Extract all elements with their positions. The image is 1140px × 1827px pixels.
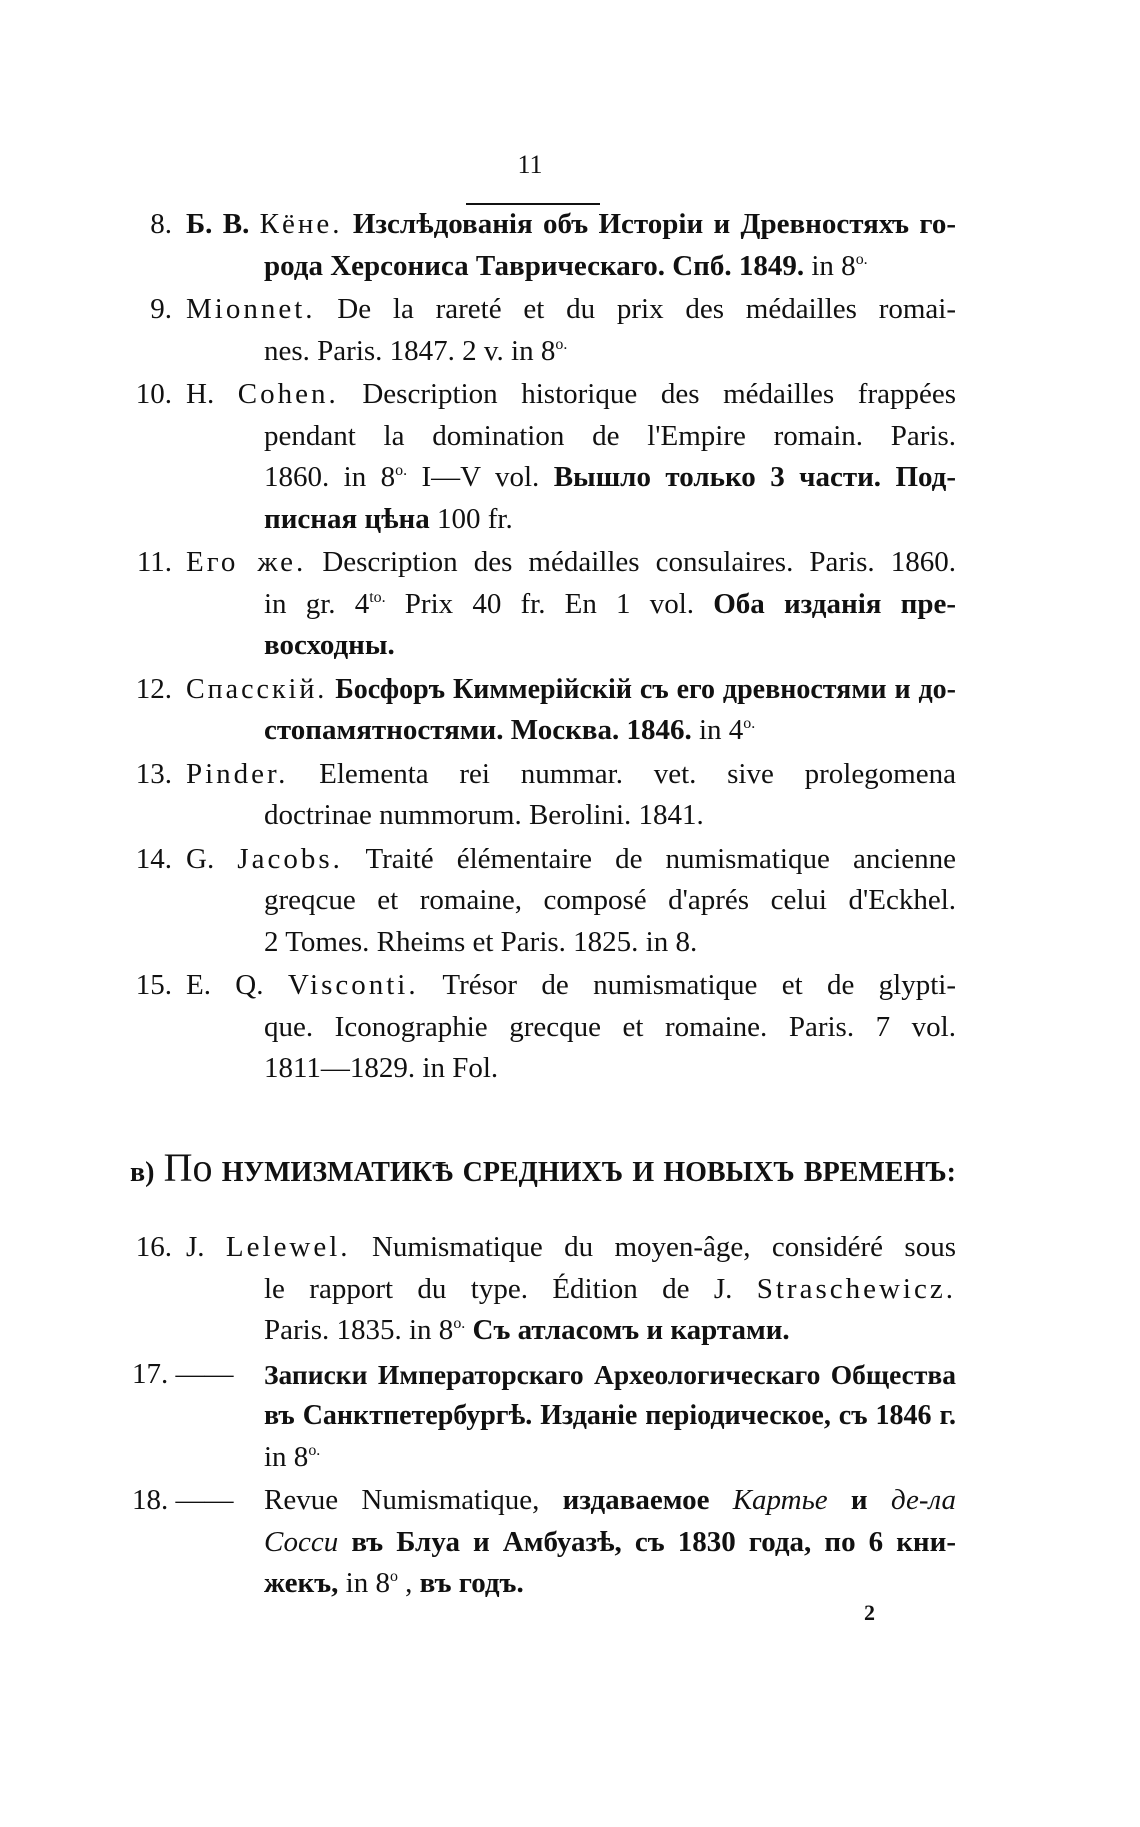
text-segment: восходны. [264, 629, 395, 661]
text-segment: Paris. 1835. in 8 [264, 1314, 454, 1346]
entry-text [186, 204, 956, 246]
entry-line [0, 246, 1140, 288]
text-segment: , [397, 1567, 420, 1599]
entry-text [186, 839, 956, 881]
entry-text [186, 965, 956, 1007]
text-segment: 100 fr. [429, 502, 513, 535]
text-segment: 1811—1829. in Fol. [264, 1052, 499, 1084]
entry-line [0, 331, 1140, 373]
section-header-text [130, 1144, 956, 1194]
entry-number: 16. [135, 1231, 172, 1263]
bibliography-entry [0, 965, 1140, 1090]
entry-text [186, 542, 956, 584]
text-segment: Trésor de numismatique et de glypti- [418, 969, 956, 1001]
text-segment: De la rareté et du prix des médailles romai- [315, 293, 956, 325]
entry-text [264, 331, 956, 373]
entry-text [264, 1007, 956, 1049]
entry-line [0, 922, 1140, 964]
entry-text [264, 1480, 956, 1522]
text-segment: Вышло только 3 части. Под- [553, 461, 956, 493]
text-segment: Numismatique du moyen-âge, considéré sous [350, 1231, 956, 1263]
text-segment: J. [186, 1231, 226, 1263]
entry-line [0, 584, 1140, 626]
superscript: o. [395, 461, 408, 479]
author-name: Его же. [186, 546, 307, 578]
text-segment: doctrinae nummorum. Berolini. 1841. [264, 799, 704, 831]
entry-line [0, 204, 1140, 246]
bibliography-entry [0, 1227, 1140, 1352]
entry-line [0, 416, 1140, 458]
text-segment: въ Блуа и Амбуазѣ, съ 1830 года, по 6 кни- [338, 1525, 956, 1558]
entry-text [264, 1437, 956, 1479]
entry-line [0, 374, 1140, 416]
section-prefix: в) [130, 1156, 164, 1188]
text-segment: де-ла [890, 1484, 956, 1516]
text-segment: жекъ, [264, 1567, 339, 1599]
text-segment: que. Iconographie grecque et romaine. Paris. 7 vol. [264, 1010, 956, 1043]
text-segment: Босфоръ Киммерійскій съ его древностями и до- [327, 673, 956, 705]
bibliography-entry [0, 542, 1140, 667]
entry-line [0, 1269, 1140, 1311]
author-name: Visconti. [287, 969, 419, 1001]
entry-text [186, 669, 956, 711]
bibliography-group-medieval-modern [0, 1227, 1140, 1605]
entry-text [264, 1395, 956, 1437]
entry-text [264, 457, 956, 499]
entry-number: 11. [136, 546, 172, 578]
superscript: o. [855, 250, 868, 268]
text-segment: in 4 [691, 714, 744, 746]
entry-line [0, 965, 1140, 1007]
entry-number: 12. [135, 672, 172, 705]
entry-line [0, 669, 1140, 711]
entry-number: 13. [135, 757, 172, 790]
bibliography-entry [0, 204, 1140, 287]
signature-mark: 2 [864, 1600, 875, 1625]
text-segment: in 8 [264, 1440, 309, 1473]
text-segment: Elementa rei nummar. vet. sive prolegomena [288, 757, 956, 790]
text-segment: Оба изданія пре- [713, 587, 956, 620]
entry-line [0, 542, 1140, 584]
entry-text [264, 1048, 956, 1090]
entry-line [0, 625, 1140, 667]
entry-line [0, 289, 1140, 331]
bibliography-entry [0, 1354, 1140, 1479]
text-segment: in 8 [804, 249, 856, 282]
entry-text [264, 1269, 956, 1311]
entry-text [186, 1227, 956, 1269]
section-header [0, 1144, 1140, 1190]
entry-text [264, 1354, 956, 1396]
text-segment: въ Санктпетербургѣ. Изданіе періодическое, съ 1846 г. [264, 1400, 956, 1431]
bibliography-entry [0, 374, 1140, 540]
entry-text [264, 710, 956, 752]
entry-text [186, 374, 956, 416]
text-segment: Traité élémentaire de numismatique ancienne [342, 842, 956, 875]
bibliography-entry [0, 669, 1140, 752]
text-segment: Prix 40 fr. En 1 vol. [385, 587, 714, 620]
author-name: Mionnet. [186, 293, 316, 325]
entry-line [0, 1310, 1140, 1352]
text-segment: Description historique des médailles frappées [338, 378, 956, 410]
text-segment: 2 Tomes. Rheims et Paris. 1825. in 8. [264, 925, 698, 958]
entry-number: 18. —— [132, 1484, 234, 1516]
text-segment: стопамятностями. Москва. 1846. [264, 714, 692, 746]
text-segment: издаваемое [562, 1484, 733, 1516]
author-name: Straschewicz. [756, 1272, 956, 1305]
entry-line [0, 710, 1140, 752]
entry-line [0, 1480, 1140, 1522]
superscript: o. [453, 1314, 466, 1332]
entry-number: 17. —— [132, 1357, 234, 1390]
text-segment: Съ атласомъ и картами. [465, 1314, 790, 1346]
page-number: 11 [517, 150, 543, 179]
text-segment: greqcue et romaine, composé d'aprés celui d'Eckhel. [264, 884, 956, 916]
entry-text [264, 584, 956, 626]
author-name: Кёне. [259, 208, 343, 240]
entry-line [0, 499, 1140, 541]
text-segment: Изслѣдованія объ Исторіи и Древностяхъ го- [342, 208, 956, 240]
section-initial: По [163, 1144, 213, 1190]
entry-line [0, 1007, 1140, 1049]
text-segment: in gr. 4 [264, 587, 370, 620]
entry-line [0, 1354, 1140, 1396]
superscript: o. [743, 714, 756, 732]
superscript: o. [308, 1441, 321, 1459]
entry-text [264, 922, 956, 964]
text-segment: in 8 [338, 1567, 390, 1599]
text-segment: Revue Numismatique, [264, 1484, 563, 1516]
text-segment: le rapport du type. Édition de J. [264, 1272, 757, 1305]
entry-number: 15. [135, 969, 172, 1001]
bibliography-entry [0, 289, 1140, 372]
entry-text [186, 289, 956, 331]
text-segment: nes. Paris. 1847. 2 v. in 8 [264, 334, 556, 367]
bibliography-entry [0, 754, 1140, 837]
entry-line [0, 754, 1140, 796]
text-segment: и [827, 1484, 891, 1516]
entry-line [0, 1227, 1140, 1269]
text-segment: G. [186, 842, 238, 875]
entry-line [0, 457, 1140, 499]
author-name: Cohen. [237, 378, 339, 410]
entry-line [0, 880, 1140, 922]
entry-line [0, 1563, 1140, 1605]
text-segment: Записки Императорскаго Археологическаго Общества [264, 1358, 956, 1390]
entry-number: 9. [150, 293, 172, 325]
text-segment: въ годъ. [419, 1567, 524, 1599]
section-title: НУМИЗМАТИКѢ СРЕДНИХЪ И НОВЫХЪ ВРЕМЕНЪ: [212, 1156, 956, 1188]
bibliography-entry [0, 1480, 1140, 1605]
text-segment: рода Херсониса Таврическаго. Спб. 1849. [264, 249, 805, 282]
entry-text [264, 416, 956, 458]
author-name: Jacobs. [237, 842, 343, 875]
entry-text [264, 1310, 956, 1352]
text-segment: I—V vol. [407, 461, 554, 493]
text-segment: H. [186, 378, 238, 410]
entry-number: 8. [150, 208, 172, 240]
bibliography-entry [0, 839, 1140, 964]
entry-line [0, 1048, 1140, 1090]
entry-text [264, 1563, 956, 1605]
superscript: o [389, 1567, 398, 1585]
entry-line [0, 839, 1140, 881]
entry-text [264, 246, 956, 288]
entry-text [264, 795, 956, 837]
text-segment: писная цѣна [264, 502, 430, 535]
author-name: Lelewel. [225, 1231, 351, 1263]
entry-line [0, 1395, 1140, 1437]
text-segment: 1860. in 8 [264, 461, 396, 493]
author-name: Pinder. [186, 757, 289, 790]
entry-line [0, 1437, 1140, 1479]
author-name: Спасскій. [186, 673, 328, 705]
entry-number: 10. [135, 378, 172, 410]
entry-text [264, 499, 956, 541]
bibliography-list [0, 202, 1140, 1605]
entry-number: 14. [135, 842, 172, 875]
text-segment: pendant la domination de l'Empire romain. Paris. [264, 419, 956, 452]
entry-line [0, 1522, 1140, 1564]
entry-line [0, 795, 1140, 837]
entry-text [264, 1522, 956, 1564]
text-segment: Б. В. [186, 208, 260, 240]
bibliography-group-ancient [0, 204, 1140, 1090]
text-segment: E. Q. [186, 969, 288, 1001]
text-segment: Картье [732, 1484, 828, 1516]
text-segment: Сосси [264, 1525, 339, 1558]
text-segment: Description des médailles consulaires. Paris. 1860. [306, 546, 956, 578]
entry-text [264, 625, 956, 667]
superscript: o. [555, 335, 568, 353]
entry-text [186, 754, 956, 796]
superscript: to. [369, 588, 386, 606]
entry-text [264, 880, 956, 922]
